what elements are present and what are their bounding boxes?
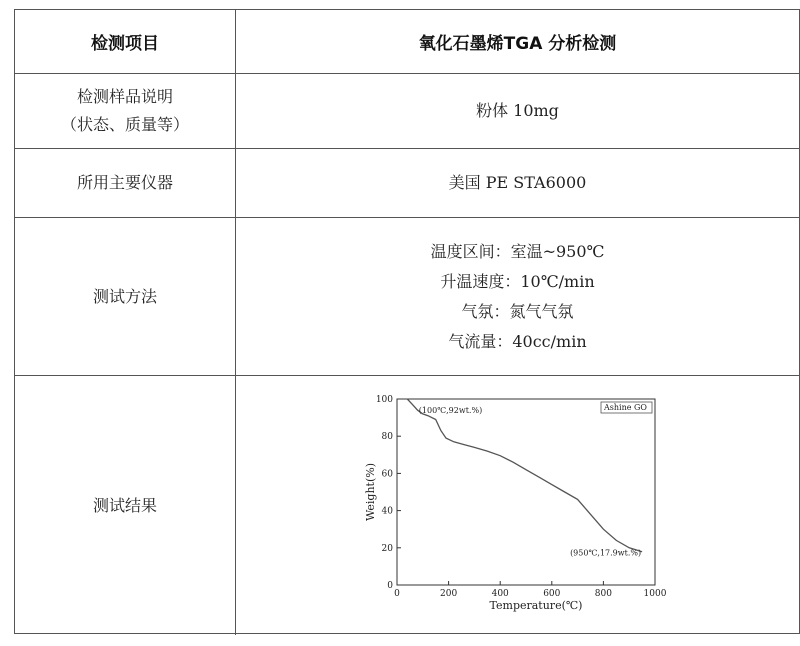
annotation-end: (950℃,17.9wt.%) xyxy=(569,548,641,558)
table-row-results xyxy=(15,376,799,635)
table-row-method xyxy=(15,218,799,376)
label-cell xyxy=(15,74,236,148)
series-line-ashine-go xyxy=(407,399,642,552)
y-tick-label: 0 xyxy=(386,580,393,591)
annotation-start: (100℃,92wt.%) xyxy=(418,405,482,415)
method-gas-flow: 气流量：40cc/min xyxy=(448,331,587,351)
value-cell xyxy=(236,149,799,217)
header-item-label: 检测项目 xyxy=(91,34,159,54)
sample-label-line-1: 检测样品说明 xyxy=(76,87,173,106)
x-tick-label: 400 xyxy=(491,588,509,599)
label-cell xyxy=(15,218,236,375)
legend-entry-ashine-go: Ashine GO xyxy=(603,402,647,412)
y-tick-label: 20 xyxy=(381,543,393,554)
legend xyxy=(601,402,652,413)
method-temp-range: 温度区间：室温~950℃ xyxy=(430,241,605,261)
results-label: 测试结果 xyxy=(92,495,157,515)
value-cell xyxy=(236,74,799,148)
header-cell-title xyxy=(236,10,799,73)
y-tick-label: 40 xyxy=(381,506,393,517)
x-tick-label: 1000 xyxy=(643,588,666,599)
x-tick-label: 600 xyxy=(542,588,560,599)
results-table xyxy=(14,9,800,634)
chart-cell xyxy=(236,376,799,635)
header-cell-item xyxy=(15,10,236,73)
table-row-instrument xyxy=(15,149,799,218)
method-label: 测试方法 xyxy=(92,286,157,306)
label-cell xyxy=(15,149,236,217)
x-axis-label: Temperature(℃) xyxy=(489,598,582,612)
sample-value: 粉体 10mg xyxy=(476,101,559,120)
method-atmosphere: 气氛：氮气气氛 xyxy=(461,301,574,321)
instrument-value: 美国 PE STA6000 xyxy=(448,173,587,192)
instrument-label: 所用主要仪器 xyxy=(76,173,173,192)
table-header-row xyxy=(15,10,799,74)
label-cell xyxy=(15,376,236,635)
y-axis-label: Weight(%) xyxy=(363,462,377,521)
value-cell xyxy=(236,218,799,375)
method-heating-rate: 升温速度：10℃/min xyxy=(440,271,595,291)
tga-chart xyxy=(363,391,673,621)
x-tick-label: 800 xyxy=(594,588,612,599)
y-tick-label: 60 xyxy=(381,468,393,479)
header-title-label: 氧化石墨烯TGA 分析检测 xyxy=(418,34,617,54)
y-tick-label: 80 xyxy=(381,431,393,442)
x-tick-label: 0 xyxy=(393,588,400,599)
tga-chart-container xyxy=(363,391,673,621)
y-tick-label: 100 xyxy=(375,394,393,405)
sample-label-line-2: （状态、质量等） xyxy=(60,115,189,134)
x-tick-label: 200 xyxy=(439,588,457,599)
table-row-sample xyxy=(15,74,799,149)
